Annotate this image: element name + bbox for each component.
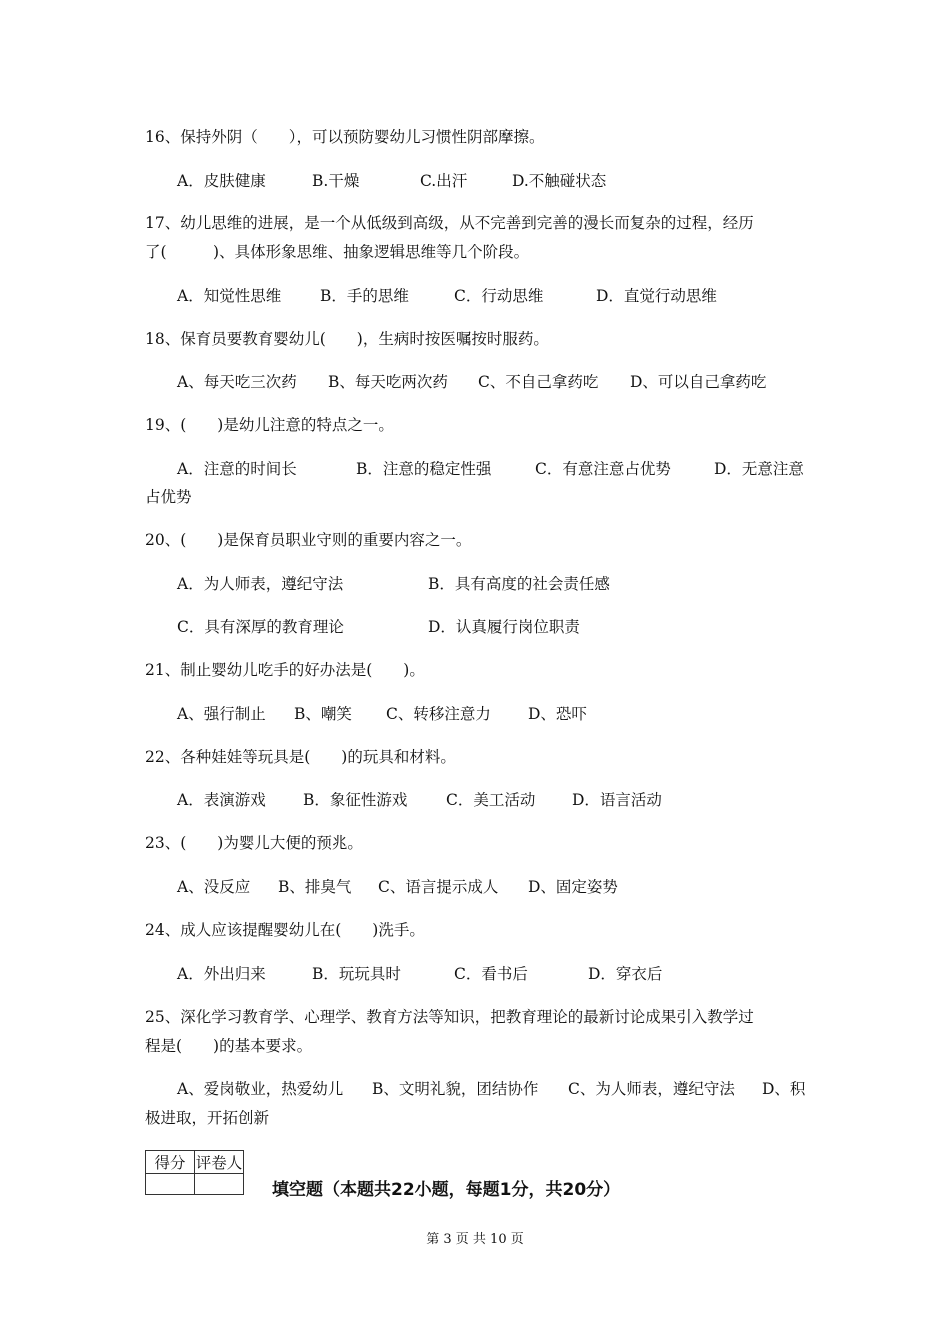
q19-option-c: C．有意注意占优势 <box>535 460 671 478</box>
question-22-text: 22、各种娃娃等玩具是( )的玩具和材料。 <box>145 748 456 766</box>
q23-option-a: A、没反应 <box>177 878 251 896</box>
q16-option-d: D.不触碰状态 <box>512 172 607 190</box>
q16-option-c: C.出汗 <box>420 172 468 190</box>
q24-option-b: B．玩玩具时 <box>312 965 401 983</box>
q21-option-c: C、转移注意力 <box>386 705 491 723</box>
q18-option-b: B、每天吃两次药 <box>328 373 448 391</box>
grader-cell-blank[interactable] <box>195 1174 244 1195</box>
question-24-text: 24、成人应该提醒婴幼儿在( )洗手。 <box>145 921 425 939</box>
q22-option-c: C．美工活动 <box>446 791 536 809</box>
q18-option-c: C、不自己拿药吃 <box>478 373 599 391</box>
q17-option-c: C．行动思维 <box>454 287 544 305</box>
q19-option-d-wrap: 占优势 <box>145 488 192 506</box>
score-table <box>145 1150 244 1195</box>
q24-option-d: D．穿衣后 <box>588 965 663 983</box>
question-20-text: 20、( )是保育员职业守则的重要内容之一。 <box>145 531 472 549</box>
q25-option-a: A、爱岗敬业，热爱幼儿 <box>177 1080 344 1098</box>
score-cell-header: 得分 <box>146 1151 195 1174</box>
q25-option-c: C、为人师表，遵纪守法 <box>568 1080 735 1098</box>
q16-option-b: B.干燥 <box>312 172 360 190</box>
q18-option-a: A、每天吃三次药 <box>177 373 297 391</box>
q19-option-d: D．无意注意 <box>714 460 804 478</box>
question-25-text-line1: 25、深化学习教育学、心理学、教育方法等知识，把教育理论的最新讨论成果引入教学过 <box>145 1008 754 1026</box>
q22-option-a: A．表演游戏 <box>177 791 266 809</box>
q20-option-a: A．为人师表，遵纪守法 <box>177 575 344 593</box>
q19-option-a: A．注意的时间长 <box>177 460 297 478</box>
q25-option-d: D、积 <box>762 1080 806 1098</box>
question-16-text: 16、保持外阴（ ），可以预防婴幼儿习惯性阴部摩擦。 <box>145 128 545 146</box>
q23-option-b: B、排臭气 <box>278 878 352 896</box>
q22-option-d: D．语言活动 <box>572 791 662 809</box>
page-footer: 第 3 页 共 10 页 <box>426 1232 524 1247</box>
q17-option-b: B．手的思维 <box>320 287 409 305</box>
q24-option-c: C．看书后 <box>454 965 528 983</box>
q24-option-a: A．外出归来 <box>177 965 266 983</box>
question-23-text: 23、( )为婴儿大便的预兆。 <box>145 834 363 852</box>
q20-option-c: C．具有深厚的教育理论 <box>177 618 344 636</box>
q18-option-d: D、可以自己拿药吃 <box>630 373 767 391</box>
q25-option-b: B、文明礼貌，团结协作 <box>372 1080 539 1098</box>
q17-option-d: D．直觉行动思维 <box>596 287 717 305</box>
question-18-text: 18、保育员要教育婴幼儿( )，生病时按医嘱按时服药。 <box>145 330 549 348</box>
question-17-text-line1: 17、幼儿思维的进展，是一个从低级到高级，从不完善到完善的漫长而复杂的过程，经历 <box>145 214 754 232</box>
q19-option-b: B．注意的稳定性强 <box>356 460 492 478</box>
grader-cell-header: 评卷人 <box>195 1151 244 1174</box>
q21-option-d: D、恐吓 <box>528 705 587 723</box>
question-17-text-line2: 了( )、具体形象思维、抽象逻辑思维等几个阶段。 <box>145 243 530 261</box>
q22-option-b: B．象征性游戏 <box>303 791 408 809</box>
score-cell-blank[interactable] <box>146 1174 195 1195</box>
question-21-text: 21、制止婴幼儿吃手的好办法是( )。 <box>145 661 425 679</box>
q20-option-b: B．具有高度的社会责任感 <box>428 575 610 593</box>
question-25-text-line2: 程是( )的基本要求。 <box>145 1037 313 1055</box>
q21-option-a: A、强行制止 <box>177 705 266 723</box>
section-title: 填空题（本题共22小题，每题1分，共20分） <box>272 1180 621 1200</box>
q23-option-d: D、固定姿势 <box>528 878 618 896</box>
q17-option-a: A．知觉性思维 <box>177 287 282 305</box>
q20-option-d: D．认真履行岗位职责 <box>428 618 580 636</box>
q21-option-b: B、嘲笑 <box>294 705 352 723</box>
q25-option-d-wrap: 极进取，开拓创新 <box>145 1109 270 1127</box>
q23-option-c: C、语言提示成人 <box>378 878 499 896</box>
q16-option-a: A．皮肤健康 <box>177 172 266 190</box>
question-19-text: 19、( )是幼儿注意的特点之一。 <box>145 416 394 434</box>
